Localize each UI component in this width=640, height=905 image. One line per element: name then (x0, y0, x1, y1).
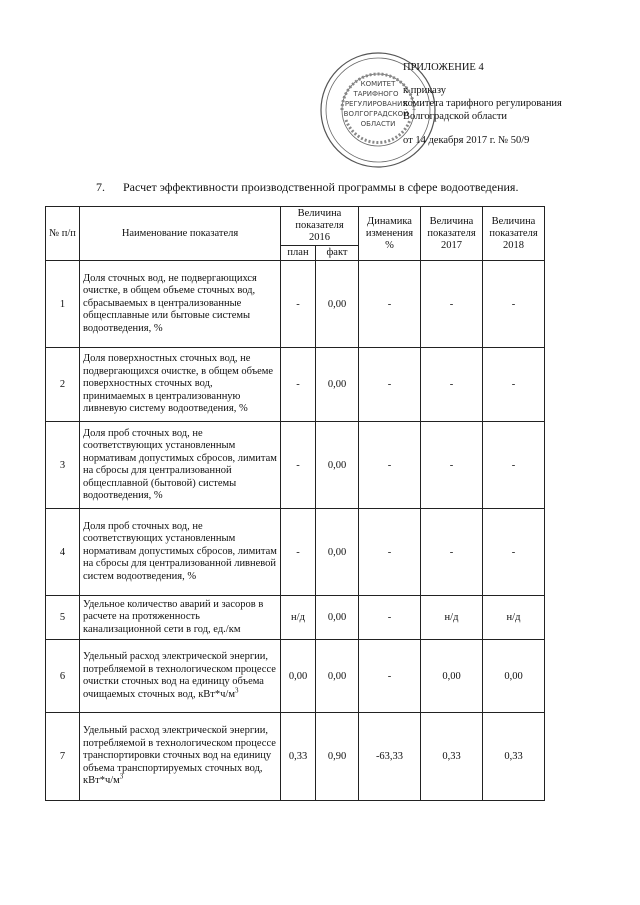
appendix-date: от 14 декабря 2017 г. № 50/9 (403, 135, 530, 146)
row-name-text: Удельный расход электрической энергии, потребляемой в технологическом процессе транспортировки сточных вод на единицу объема транспортируемых сточных вод, кВт*ч/м (83, 725, 276, 787)
row-dynamics: - (359, 596, 421, 640)
row-plan: - (281, 509, 316, 596)
stamp-text-5: ОБЛАСТИ (360, 120, 396, 128)
row-num: 2 (46, 348, 80, 422)
table-row (46, 596, 545, 640)
row-plan: 0,00 (281, 640, 316, 713)
table-row (46, 348, 545, 422)
stamp-text-2: ТАРИФНОГО (353, 90, 399, 98)
row-value-2018: - (483, 509, 545, 596)
row-value-2018: - (483, 422, 545, 509)
row-name: Удельное количество аварий и засоров в расчете на протяженность канализационной сети в год, ед./км (80, 596, 281, 640)
section-title: Расчет эффективности производственной программы в сфере водоотведения. (123, 180, 519, 194)
row-value-2018: 0,33 (483, 713, 545, 801)
row-dynamics: - (359, 509, 421, 596)
row-num: 4 (46, 509, 80, 596)
row-value-2018: - (483, 348, 545, 422)
row-value-2017: - (421, 509, 483, 596)
row-plan: - (281, 348, 316, 422)
row-num: 5 (46, 596, 80, 640)
row-fact: 0,00 (316, 422, 359, 509)
appendix-block (403, 61, 562, 147)
row-name: Доля проб сточных вод, не соответствующих установленным нормативам допустимых сбросов, лимитам на сбросы для централизованной ливневой систем водоотведения, % (80, 509, 281, 596)
row-value-2018: 0,00 (483, 640, 545, 713)
header-plan: план (281, 246, 316, 261)
table-row (46, 640, 545, 713)
header-value-2017: Величина показателя 2017 (421, 207, 483, 261)
row-dynamics: - (359, 348, 421, 422)
section-number: 7. (96, 180, 105, 194)
stamp-text-4: ВОЛГОГРАДСКОЙ (343, 110, 409, 118)
row-value-2017: 0,00 (421, 640, 483, 713)
row-dynamics: - (359, 261, 421, 348)
row-fact: 0,00 (316, 261, 359, 348)
row-name (80, 640, 281, 713)
row-fact: 0,00 (316, 596, 359, 640)
unit-superscript: 3 (235, 686, 239, 694)
row-fact: 0,00 (316, 640, 359, 713)
appendix-title: ПРИЛОЖЕНИЕ 4 (403, 62, 484, 73)
row-fact: 0,90 (316, 713, 359, 801)
row-plan: - (281, 261, 316, 348)
appendix-line-1: к приказу (403, 85, 446, 96)
row-value-2017: 0,33 (421, 713, 483, 801)
row-name (80, 713, 281, 801)
header-dynamics: Динамика изменения % (359, 207, 421, 261)
row-plan: н/д (281, 596, 316, 640)
row-value-2017: - (421, 348, 483, 422)
row-name: Доля сточных вод, не подвергающихся очистке, в общем объеме сточных вод, сбрасываемых в централизованные общесплавные или бытовые системы водоотведения, % (80, 261, 281, 348)
table-row (46, 261, 545, 348)
table-row (46, 422, 545, 509)
row-dynamics: -63,33 (359, 713, 421, 801)
row-plan: 0,33 (281, 713, 316, 801)
unit-superscript: 3 (119, 772, 124, 781)
row-dynamics: - (359, 422, 421, 509)
row-num: 3 (46, 422, 80, 509)
row-dynamics: - (359, 640, 421, 713)
header-num: № п/п (46, 207, 80, 261)
row-name: Доля поверхностных сточных вод, не подвергающихся очистке, в общем объеме поверхностных сточных вод, принимаемых в централизованную ливневую систему водоотведения, % (80, 348, 281, 422)
stamp-text-3: РЕГУЛИРОВАНИЯ (344, 100, 408, 108)
row-value-2018: - (483, 261, 545, 348)
row-num: 1 (46, 261, 80, 348)
section-heading (96, 180, 518, 195)
header-value-2016: Величина показателя 2016 (281, 207, 359, 246)
row-value-2017: н/д (421, 596, 483, 640)
row-fact: 0,00 (316, 348, 359, 422)
row-fact: 0,00 (316, 509, 359, 596)
row-name: Доля проб сточных вод, не соответствующих установленным нормативам допустимых сбросов, лимитам на сбросы для централизованной общесплавной (бытовой) системы водоотведения, % (80, 422, 281, 509)
stamp-text-1: КОМИТЕТ (360, 80, 396, 88)
appendix-line-3: Волгоградской области (403, 111, 508, 122)
table-row (46, 713, 545, 801)
row-value-2017: - (421, 261, 483, 348)
appendix-line-2: комитета тарифного регулирования (403, 98, 562, 109)
table-row (46, 509, 545, 596)
row-value-2017: - (421, 422, 483, 509)
row-plan: - (281, 422, 316, 509)
header-fact: факт (316, 246, 359, 261)
row-num: 6 (46, 640, 80, 713)
row-value-2018: н/д (483, 596, 545, 640)
efficiency-table (45, 206, 545, 801)
row-num: 7 (46, 713, 80, 801)
header-name: Наименование показателя (80, 207, 281, 261)
header-value-2018: Величина показателя 2018 (483, 207, 545, 261)
row-name-text: Удельный расход электрической энергии, потребляемой в технологическом процессе очистки сточных вод на единицу объема очищаемых сточных вод, кВт*ч/м (83, 651, 276, 700)
